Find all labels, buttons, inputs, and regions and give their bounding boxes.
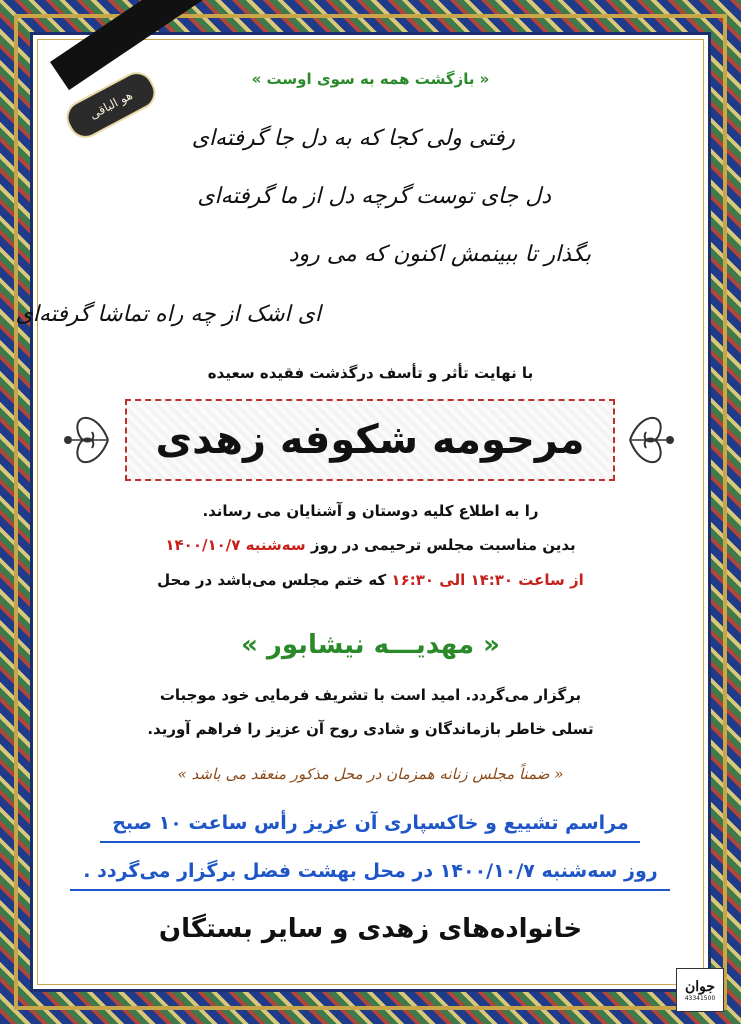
inform-line: را به اطلاع کلیه دوستان و آشنایان می رساند. [202, 502, 539, 520]
notice-content [15, 32, 711, 992]
publisher-logo [676, 968, 724, 1012]
ornament-right-icon [620, 402, 680, 478]
consolation-line: تسلی خاطر بازماندگان و شادی روح آن عزیز را فراهم آورید. [147, 720, 594, 738]
ceremony-prefix: بدین مناسبت مجلس ترحیمی در روز [310, 536, 576, 554]
poem-line-3: بگذار تا ببینمش اکنون که می رود [288, 242, 591, 267]
time-range: از ساعت ۱۴:۳۰ الی ۱۶:۳۰ [391, 571, 584, 589]
funeral-date-line: روز سه‌شنبه ۱۴۰۰/۱۰/۷ در محل بهشت فضل برگزار می‌گردد . [83, 860, 658, 882]
poem-line-2: دل جای توست گرچه دل از ما گرفته‌ای [197, 184, 551, 209]
ceremony-date: سه‌شنبه ۱۴۰۰/۱۰/۷ [165, 536, 306, 554]
ornament-left-icon [58, 402, 118, 478]
name-box [125, 399, 615, 481]
ceremony-line [30, 536, 711, 554]
funeral-line: مراسم تشییع و خاکسپاری آن عزیز رأس ساعت ۱۰ صبح [112, 812, 629, 834]
logo-number: 43341500 [684, 994, 716, 1002]
logo-mark: جوان [684, 978, 716, 995]
poem-line-4: ای اشک از چه راه تماشا گرفته‌ای [15, 302, 321, 327]
header-text: « بازگشت همه به سوی اوست » [251, 70, 490, 88]
badge-label: هو الباقی [61, 66, 162, 144]
time-suffix: که ختم مجلس می‌باشد در محل [157, 571, 387, 589]
funeral-date-underline [70, 889, 670, 891]
venue-name: « مهدیـــه نیشابور » [241, 630, 500, 660]
funeral-underline [100, 841, 640, 843]
poem-line-1: رفتی ولی کجا که به دل جا گرفته‌ای [191, 126, 515, 151]
intro-text: با نهایت تأثر و تأسف درگذشت فقیده سعیده [207, 364, 534, 382]
deceased-name: مرحومه شکوفه زهدی [155, 417, 585, 463]
held-line: برگزار می‌گردد. امید است با تشریف فرمایی خود موجبات [159, 686, 582, 704]
women-note: « ضمناً مجلس زنانه همزمان در محل مذکور منعقد می باشد » [177, 765, 564, 783]
time-line [30, 571, 711, 589]
family-signature: خانواده‌های زهدی و سایر بستگان [158, 914, 583, 944]
